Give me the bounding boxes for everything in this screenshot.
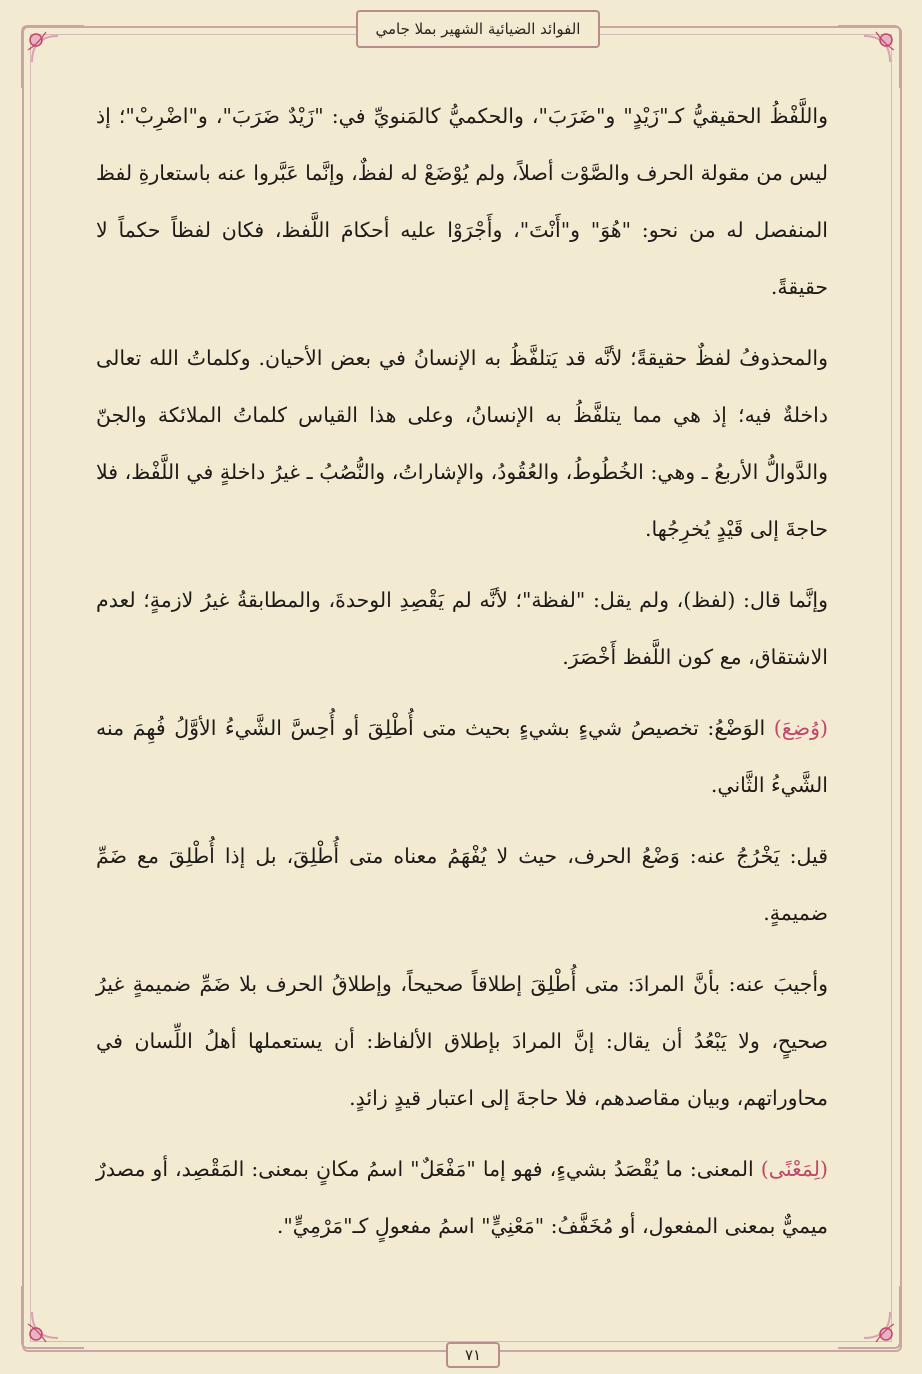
paragraph: وإنَّما قال: (لفظ)، ولم يقل: "لفظة"؛ لأنَّه لم يَقْصِدِ الوحدةَ، والمطابقةُ غيرُ لازمةٍ؛ لعدم الاشتقاق، مع كون اللَّفظ أَخْصَرَ. [96,588,828,669]
paragraph: والمحذوفُ لفظٌ حقيقةً؛ لأنَّه قد يَتلفَّظُ به الإنسانُ في بعض الأحيان. وكلماتُ الله تعالى داخلةٌ فيه؛ إذ هي مما يتلفَّظُ به الإنسانُ، وعلى هذا القياس كلماتُ الملائكة والجنّ والدَّوالُّ الأربعُ ـ وهي: الخُطُوطُ، والعُقُودُ، والإشاراتُ، والنُّصُبُ ـ غيرُ داخلةٍ في اللَّفْظ، فلا حاجةَ إلى قَيْدٍ يُخرِجُها. [96,346,828,541]
corner-ornament-icon [18,22,88,92]
corner-ornament-icon [834,1282,904,1352]
paragraph: قيل: يَخْرُجُ عنه: وَضْعُ الحرف، حيث لا يُفْهَمُ معناه متى أُطْلِقَ، بل إذا أُطْلِقَ مع ضَمِّ ضميمةٍ. [96,844,828,925]
corner-ornament-icon [834,22,904,92]
paragraph-text: المعنى: ما يُقْصَدُ بشيءٍ، فهو إما "مَفْعَلٌ" اسمُ مكانٍ بمعنى: المَقْصِد، أو مصدرٌ ميميٌّ بمعنى المفعول، أو مُخَفَّفُ: "مَعْنِيٍّ" اسمُ مفعولٍ كـ"مَرْمِيٍّ". [96,1157,828,1238]
paragraph-text: الوَضْعُ: تخصيصُ شيءٍ بشيءٍ بحيث متى أُطْلِقَ أو أُحِسَّ الشَّيءُ الأوَّلُ فُهِمَ منه الشَّيءُ الثَّاني. [96,716,828,797]
page-body [96,88,828,1269]
paragraph: وأجيبَ عنه: بأنَّ المرادَ: متى أُطْلِقَ إطلاقاً صحيحاً، وإطلاقُ الحرف بلا ضَمِّ ضميمةٍ غيرُ صحيحٍ، ولا يَبْعُدُ أن يقال: إنَّ المرادَ بإطلاق الألفاظ: أن يستعملها أهلُ اللِّسان في محاوراتهم، وبيان مقاصدهم، فلا حاجةَ إلى اعتبار قيدٍ زائدٍ. [96,972,828,1110]
paragraph [96,1141,828,1255]
page-number: ٧١ [446,1342,500,1368]
keyword-term: (وُضِعَ) [773,716,828,740]
paragraph [96,700,828,814]
keyword-term: (لِمَعْنًى) [760,1157,828,1181]
paragraph: واللَّفْظُ الحقيقيُّ كـ"زَيْدٍ" و"ضَرَبَ"، والحكميُّ كالمَنويِّ في: "زَيْدٌ ضَرَبَ"، و"اضْرِبْ"؛ إذ ليس من مقولة الحرف والصَّوْت أصلاً، ولم يُوْضَعْ له لفظٌ، وإنَّما عَبَّروا عنه باستعارةِ لفظ المنفصل له من نحو: "هُوَ" و"أَنْتَ"، وأَجْرَوْا عليه أحكامَ اللَّفظ، فكان لفظاً حكماً لا حقيقةً. [96,104,828,299]
running-header: الفوائد الضيائية الشهير بملا جامي [356,10,600,48]
corner-ornament-icon [18,1282,88,1352]
